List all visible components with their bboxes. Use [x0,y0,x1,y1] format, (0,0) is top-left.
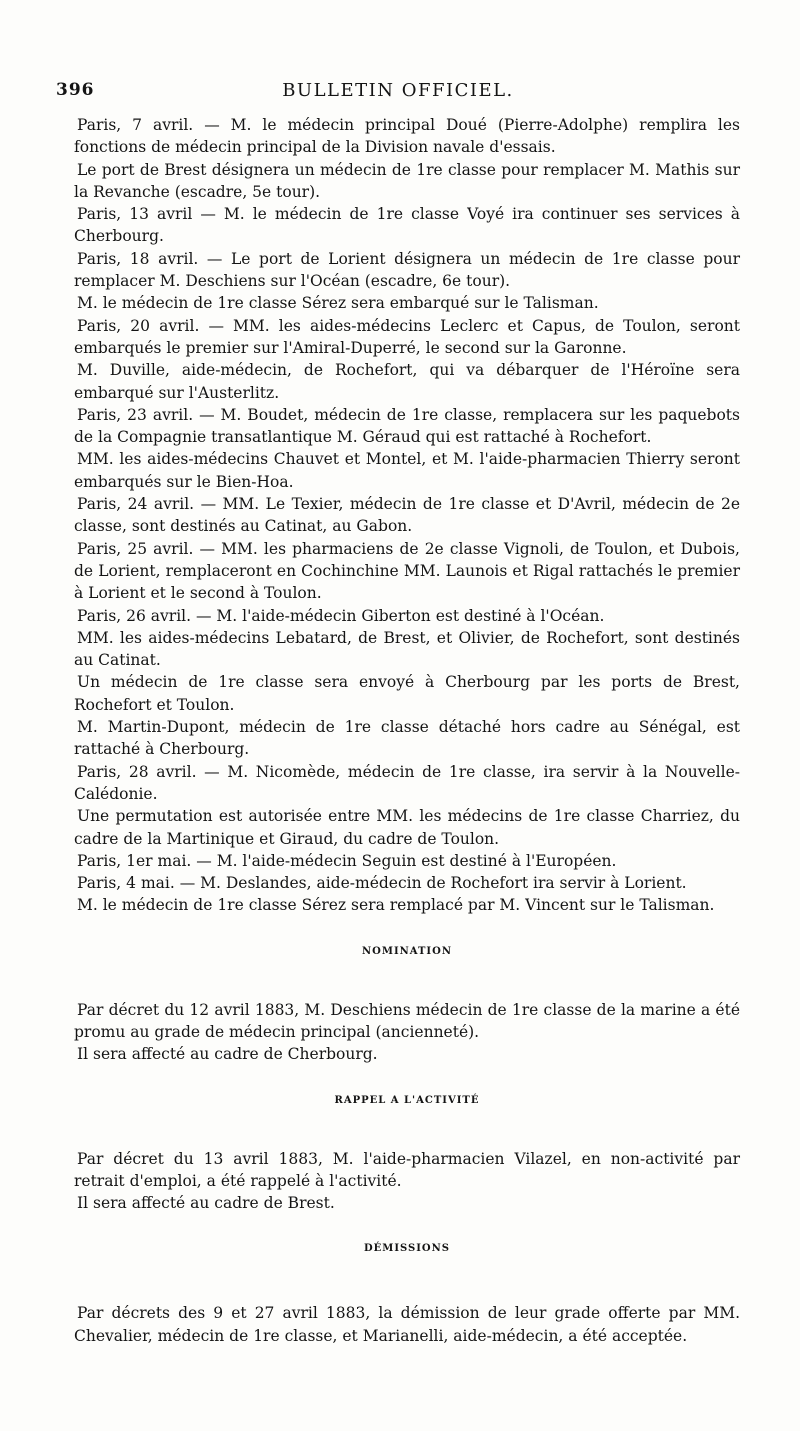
paragraph: Par décret du 13 avril 1883, M. l'aide-pharmacien Vilazel, en non-activité par retrait d'emploi, a été rappelé à l'activité. [74,1149,740,1190]
paragraph: Paris, 7 avril. — M. le médecin principal Doué (Pierre-Adolphe) remplira les fonctions de médecin principal de la Division navale d'essais. [74,116,740,157]
paragraph: Paris, 23 avril. — M. Boudet, médecin de 1re classe, remplacera sur les paquebots de la Compagnie transatlantique M. Géraud qui est rattaché à Rochefort. [74,405,740,447]
paragraph: Il sera affecté au cadre de Brest. [77,1194,335,1213]
paragraph: Paris, 4 mai. — M. Deslandes, aide-médecin de Rochefort ira servir à Lorient. [77,874,687,893]
paragraph: M. le médecin de 1re classe Sérez sera embarqué sur le Talisman. [77,294,599,313]
paragraph: MM. les aides-médecins Chauvet et Montel, et M. l'aide-pharmacien Thierry seront embarqués sur le Bien-Hoa. [74,450,740,491]
paragraph: M. Martin-Dupont, médecin de 1re classe détaché hors cadre au Sénégal, est rattaché à Cherbourg. [74,718,740,759]
running-title: BULLETIN OFFICIEL. [282,80,514,101]
page-number: 396 [56,80,95,100]
page-header [56,80,740,112]
section-heading-rappel: RAPPEL A L'ACTIVITÉ [334,1094,480,1106]
paragraph: Une permutation est autorisée entre MM. les médecins de 1re classe Charriez, du cadre de la Martinique et Giraud, du cadre de Toulon. [74,807,740,848]
paragraph: MM. les aides-médecins Lebatard, de Brest, et Olivier, de Rochefort, sont destinés au Catinat. [74,628,740,670]
paragraph: Le port de Brest désignera un médecin de 1re classe pour remplacer M. Mathis sur la Revanche (escadre, 5e tour). [74,160,740,201]
paragraph: Il sera affecté au cadre de Cherbourg. [77,1045,378,1064]
paragraph: Par décrets des 9 et 27 avril 1883, la démission de leur grade offerte par MM. Chevalier, médecin de 1re classe, et Marianelli, aide-médecin, a été acceptée. [74,1304,740,1345]
paragraph: Un médecin de 1re classe sera envoyé à Cherbourg par les ports de Brest, Rochefort et Toulon. [74,673,740,714]
paragraph: Paris, 20 avril. — MM. les aides-médecins Leclerc et Capus, de Toulon, seront embarqués le premier sur l'Amiral-Duperré, le second sur la Garonne. [74,316,740,357]
paragraph: Paris, 18 avril. — Le port de Lorient désignera un médecin de 1re classe pour remplacer M. Deschiens sur l'Océan (escadre, 6e tour). [74,249,740,291]
paragraph: Paris, 1er mai. — M. l'aide-médecin Seguin est destiné à l'Européen. [77,851,617,870]
paragraph: Paris, 25 avril. — MM. les pharmaciens de 2e classe Vignoli, de Toulon, et Dubois, de Lorient, remplaceront en Cochinchine MM. Launois et Rigal rattachés le premier à Lorient et le second à Toulon. [74,539,740,603]
document-body [74,114,740,1347]
section-heading-demissions: DÉMISSIONS [363,1243,450,1255]
paragraph: Par décret du 12 avril 1883, M. Deschiens médecin de 1re classe de la marine a été promu au grade de médecin principal (ancienneté). [74,1000,740,1041]
paragraph: Paris, 28 avril. — M. Nicomède, médecin de 1re classe, ira servir à la Nouvelle-Calédonie. [74,762,740,803]
paragraph: Paris, 26 avril. — M. l'aide-médecin Giberton est destiné à l'Océan. [77,606,605,625]
paragraph: Paris, 13 avril — M. le médecin de 1re classe Voyé ira continuer ses services à Cherbourg. [74,205,740,246]
section-heading-nomination: NOMINATION [362,945,452,957]
paragraph: Paris, 24 avril. — MM. Le Texier, médecin de 1re classe et D'Avril, médecin de 2e classe, sont destinés au Catinat, au Gabon. [74,495,740,536]
paragraph: M. le médecin de 1re classe Sérez sera remplacé par M. Vincent sur le Talisman. [77,896,715,915]
paragraph: M. Duville, aide-médecin, de Rochefort, qui va débarquer de l'Héroïne sera embarqué sur l'Austerlitz. [74,361,740,402]
